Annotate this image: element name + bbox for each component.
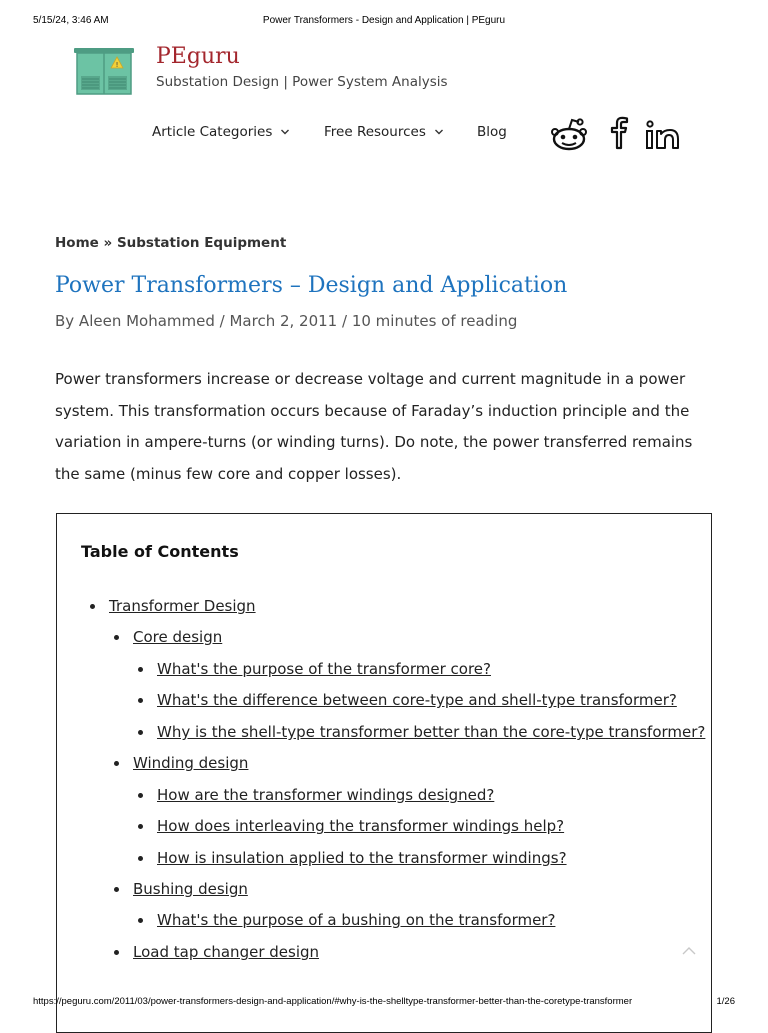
nav-item-label: Blog <box>477 124 507 140</box>
print-page-title: Power Transformers - Design and Application | PEguru <box>262 15 506 26</box>
toc-link[interactable]: How is insulation applied to the transformer windings? <box>157 849 567 867</box>
linkedin-link[interactable] <box>644 114 684 154</box>
breadcrumb-separator: » <box>103 235 113 251</box>
bullet-icon <box>138 667 143 672</box>
breadcrumb-current[interactable]: Substation Equipment <box>116 235 287 251</box>
page-title: Power Transformers – Design and Application <box>55 273 568 298</box>
intro-paragraph: Power transformers increase or decrease voltage and current magnitude in a power system. This transformation occurs because of Faraday’s induction principle and the variation in ampere-turns (or winding turns). Do note, the power transferred remains the same (minus few core and copper losses). <box>55 370 693 483</box>
bullet-icon <box>138 730 143 735</box>
nav-blog[interactable] <box>477 124 507 140</box>
toc-link[interactable]: Winding design <box>133 754 249 772</box>
toc-link[interactable]: What's the purpose of a bushing on the transformer? <box>157 911 556 929</box>
print-footer <box>0 996 768 1010</box>
chevron-up-icon <box>681 945 697 957</box>
breadcrumb-home[interactable]: Home <box>55 235 99 251</box>
site-logo[interactable] <box>72 46 136 96</box>
toc-link[interactable]: How are the transformer windings designed? <box>157 786 495 804</box>
reddit-link[interactable] <box>550 114 588 154</box>
nav-item-label: Free Resources <box>324 124 426 140</box>
toc-link[interactable]: What's the difference between core-type and shell-type transformer? <box>157 691 677 709</box>
site-tagline: Substation Design | Power System Analysis <box>156 74 448 90</box>
scroll-to-top-button[interactable] <box>681 942 697 954</box>
facebook-icon <box>604 114 632 154</box>
print-header <box>0 15 768 29</box>
toc-link[interactable]: How does interleaving the transformer windings help? <box>157 817 565 835</box>
substation-cabinet-icon <box>72 46 136 96</box>
print-date: 5/15/24, 3:46 AM <box>33 15 109 26</box>
bullet-icon <box>114 635 119 640</box>
bullet-icon <box>138 698 143 703</box>
bullet-icon <box>114 761 119 766</box>
bullet-icon <box>138 824 143 829</box>
site-title[interactable]: PEguru <box>156 44 240 69</box>
svg-text:!: ! <box>115 61 119 69</box>
bullet-icon <box>138 856 143 861</box>
breadcrumb <box>55 235 286 251</box>
toc-link[interactable]: Core design <box>133 628 223 646</box>
chevron-down-icon <box>280 127 290 137</box>
nav-item-label: Article Categories <box>152 124 273 140</box>
facebook-link[interactable] <box>604 114 632 154</box>
toc-link[interactable]: What's the purpose of the transformer core? <box>157 660 491 678</box>
nav-free-resources[interactable] <box>324 124 444 140</box>
bullet-icon <box>114 887 119 892</box>
post-meta: By Aleen Mohammed / March 2, 2011 / 10 minutes of reading <box>55 312 518 330</box>
print-page-number: 1/26 <box>716 996 735 1007</box>
toc-title: Table of Contents <box>81 542 239 561</box>
table-of-contents <box>56 513 712 1033</box>
print-url: https://peguru.com/2011/03/power-transformers-design-and-application/#why-is-the-shelltype-transformer-better-than-the-coretype-transformer <box>33 996 633 1007</box>
linkedin-icon <box>644 114 684 154</box>
toc-link[interactable]: Bushing design <box>133 880 248 898</box>
chevron-down-icon <box>434 127 444 137</box>
toc-link[interactable]: Load tap changer design <box>133 943 320 961</box>
reddit-icon <box>550 114 588 154</box>
nav-article-categories[interactable] <box>152 124 290 140</box>
toc-link[interactable]: Transformer Design <box>109 597 256 615</box>
bullet-icon <box>114 950 119 955</box>
toc-link[interactable]: Why is the shell-type transformer better than the core-type transformer? <box>157 723 706 741</box>
bullet-icon <box>138 918 143 923</box>
bullet-icon <box>138 793 143 798</box>
bullet-icon <box>90 604 95 609</box>
